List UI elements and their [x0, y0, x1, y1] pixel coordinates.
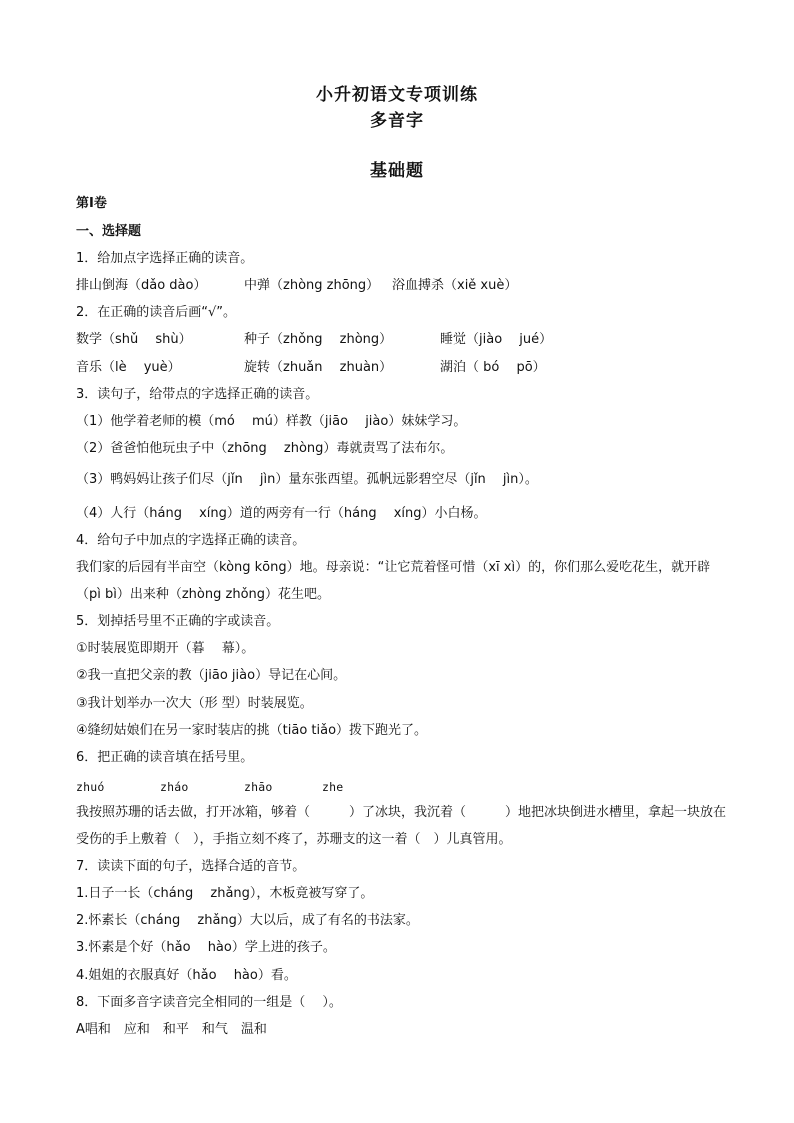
q3-sentence-2: （2）爸爸怕他玩虫子中（zhōng zhòng）毒就责骂了法布尔。	[76, 441, 454, 456]
q2-row1-item-3: 睡觉（jiào jué）	[440, 332, 553, 347]
q5-item-4: ④缝纫姑娘们在另一家时装店的挑（tiāo tiǎo）拨下跑光了。	[76, 723, 428, 738]
q6-option-4: zhe	[322, 780, 344, 794]
q2-row2-item-3: 湖泊（ bó pō）	[440, 360, 546, 375]
q6-passage: 我按照苏珊的话去做，打开冰箱，够着（ ）了冰块，我沉着（ ）地把冰块倒进水槽里，拿起一块放在受伤的手上敷着（ ），手指立刻不疼了，苏珊支的这一着（ ）儿真管用。	[76, 805, 727, 847]
q4-stem: 4．给句子中加点的字选择正确的读音。	[76, 533, 306, 548]
section-type: 一、选择题	[76, 224, 142, 239]
q8-stem: 8．下面多音字读音完全相同的一组是（ ）。	[76, 995, 342, 1010]
q3-sentence-3: （3）鸭妈妈让孩子们尽（jǐn jìn）量东张西望。孤帆远影碧空尽（jǐn jìn）。	[76, 472, 538, 487]
q3-sentence-4: （4）人行（háng xíng）道的两旁有一行（háng xíng）小白杨。	[76, 506, 487, 521]
q5-stem: 5．划掉括号里不正确的字或读音。	[76, 614, 280, 629]
q6-option-3: zhāo	[244, 780, 273, 794]
q4-passage: 我们家的后园有半亩空（kòng kōng）地。母亲说：“让它荒着怪可惜（xī xì）的，你们那么爱吃花生，就开辟（pì bì）出来种（zhòng zhǒng）花生吧。	[76, 560, 711, 602]
q7-sentence-1: 1.日子一长（cháng zhǎng），木板竟被写穿了。	[76, 886, 374, 901]
q1-item-3: 浴血搏杀（xiě xuè）	[392, 278, 518, 293]
q2-row2-item-1: 音乐（lè yuè）	[76, 360, 181, 375]
q1-item-2: 中弹（zhòng zhōng）	[244, 278, 380, 293]
page-subtitle: 多音字	[370, 111, 424, 131]
q3-stem: 3．读句子，给带点的字选择正确的读音。	[76, 387, 319, 402]
q2-row1-item-1: 数学（shǔ shù）	[76, 332, 192, 347]
q1-item-1: 排山倒海（dǎo dào）	[76, 278, 207, 293]
q2-row2-item-2: 旋转（zhuǎn zhuàn）	[244, 360, 393, 375]
volume-label: 第Ⅰ卷	[76, 196, 107, 211]
q8-option-a: A唱和 应和 和平 和气 温和	[76, 1022, 267, 1037]
q7-sentence-3: 3.怀素是个好（hǎo hào）学上进的孩子。	[76, 940, 336, 955]
q2-stem: 2．在正确的读音后画“√”。	[76, 305, 237, 320]
q6-option-1: zhuó	[76, 780, 105, 794]
q7-stem: 7．读读下面的句子，选择合适的音节。	[76, 859, 306, 874]
q7-sentence-4: 4.姐姐的衣服真好（hǎo hào）看。	[76, 968, 297, 983]
q5-item-1: ①时装展览即期开（暮 幕）。	[76, 641, 255, 656]
q7-sentence-2: 2.怀素长（cháng zhǎng）大以后，成了有名的书法家。	[76, 913, 419, 928]
difficulty-heading: 基础题	[370, 161, 424, 181]
q3-sentence-1: （1）他学着老师的模（mó mú）样教（jiāo jiào）妹妹学习。	[76, 414, 467, 429]
q2-row1-item-2: 种子（zhǒng zhòng）	[244, 332, 393, 347]
q5-item-3: ③我计划举办一次大（形 型）时装展览。	[76, 696, 313, 711]
q5-item-2: ②我一直把父亲的教（jiāo jiào）导记在心间。	[76, 668, 347, 683]
q6-stem: 6．把正确的读音填在括号里。	[76, 750, 254, 765]
q6-option-2: zháo	[160, 780, 189, 794]
page-title: 小升初语文专项训练	[316, 85, 478, 105]
q1-stem: 1．给加点字选择正确的读音。	[76, 251, 254, 266]
